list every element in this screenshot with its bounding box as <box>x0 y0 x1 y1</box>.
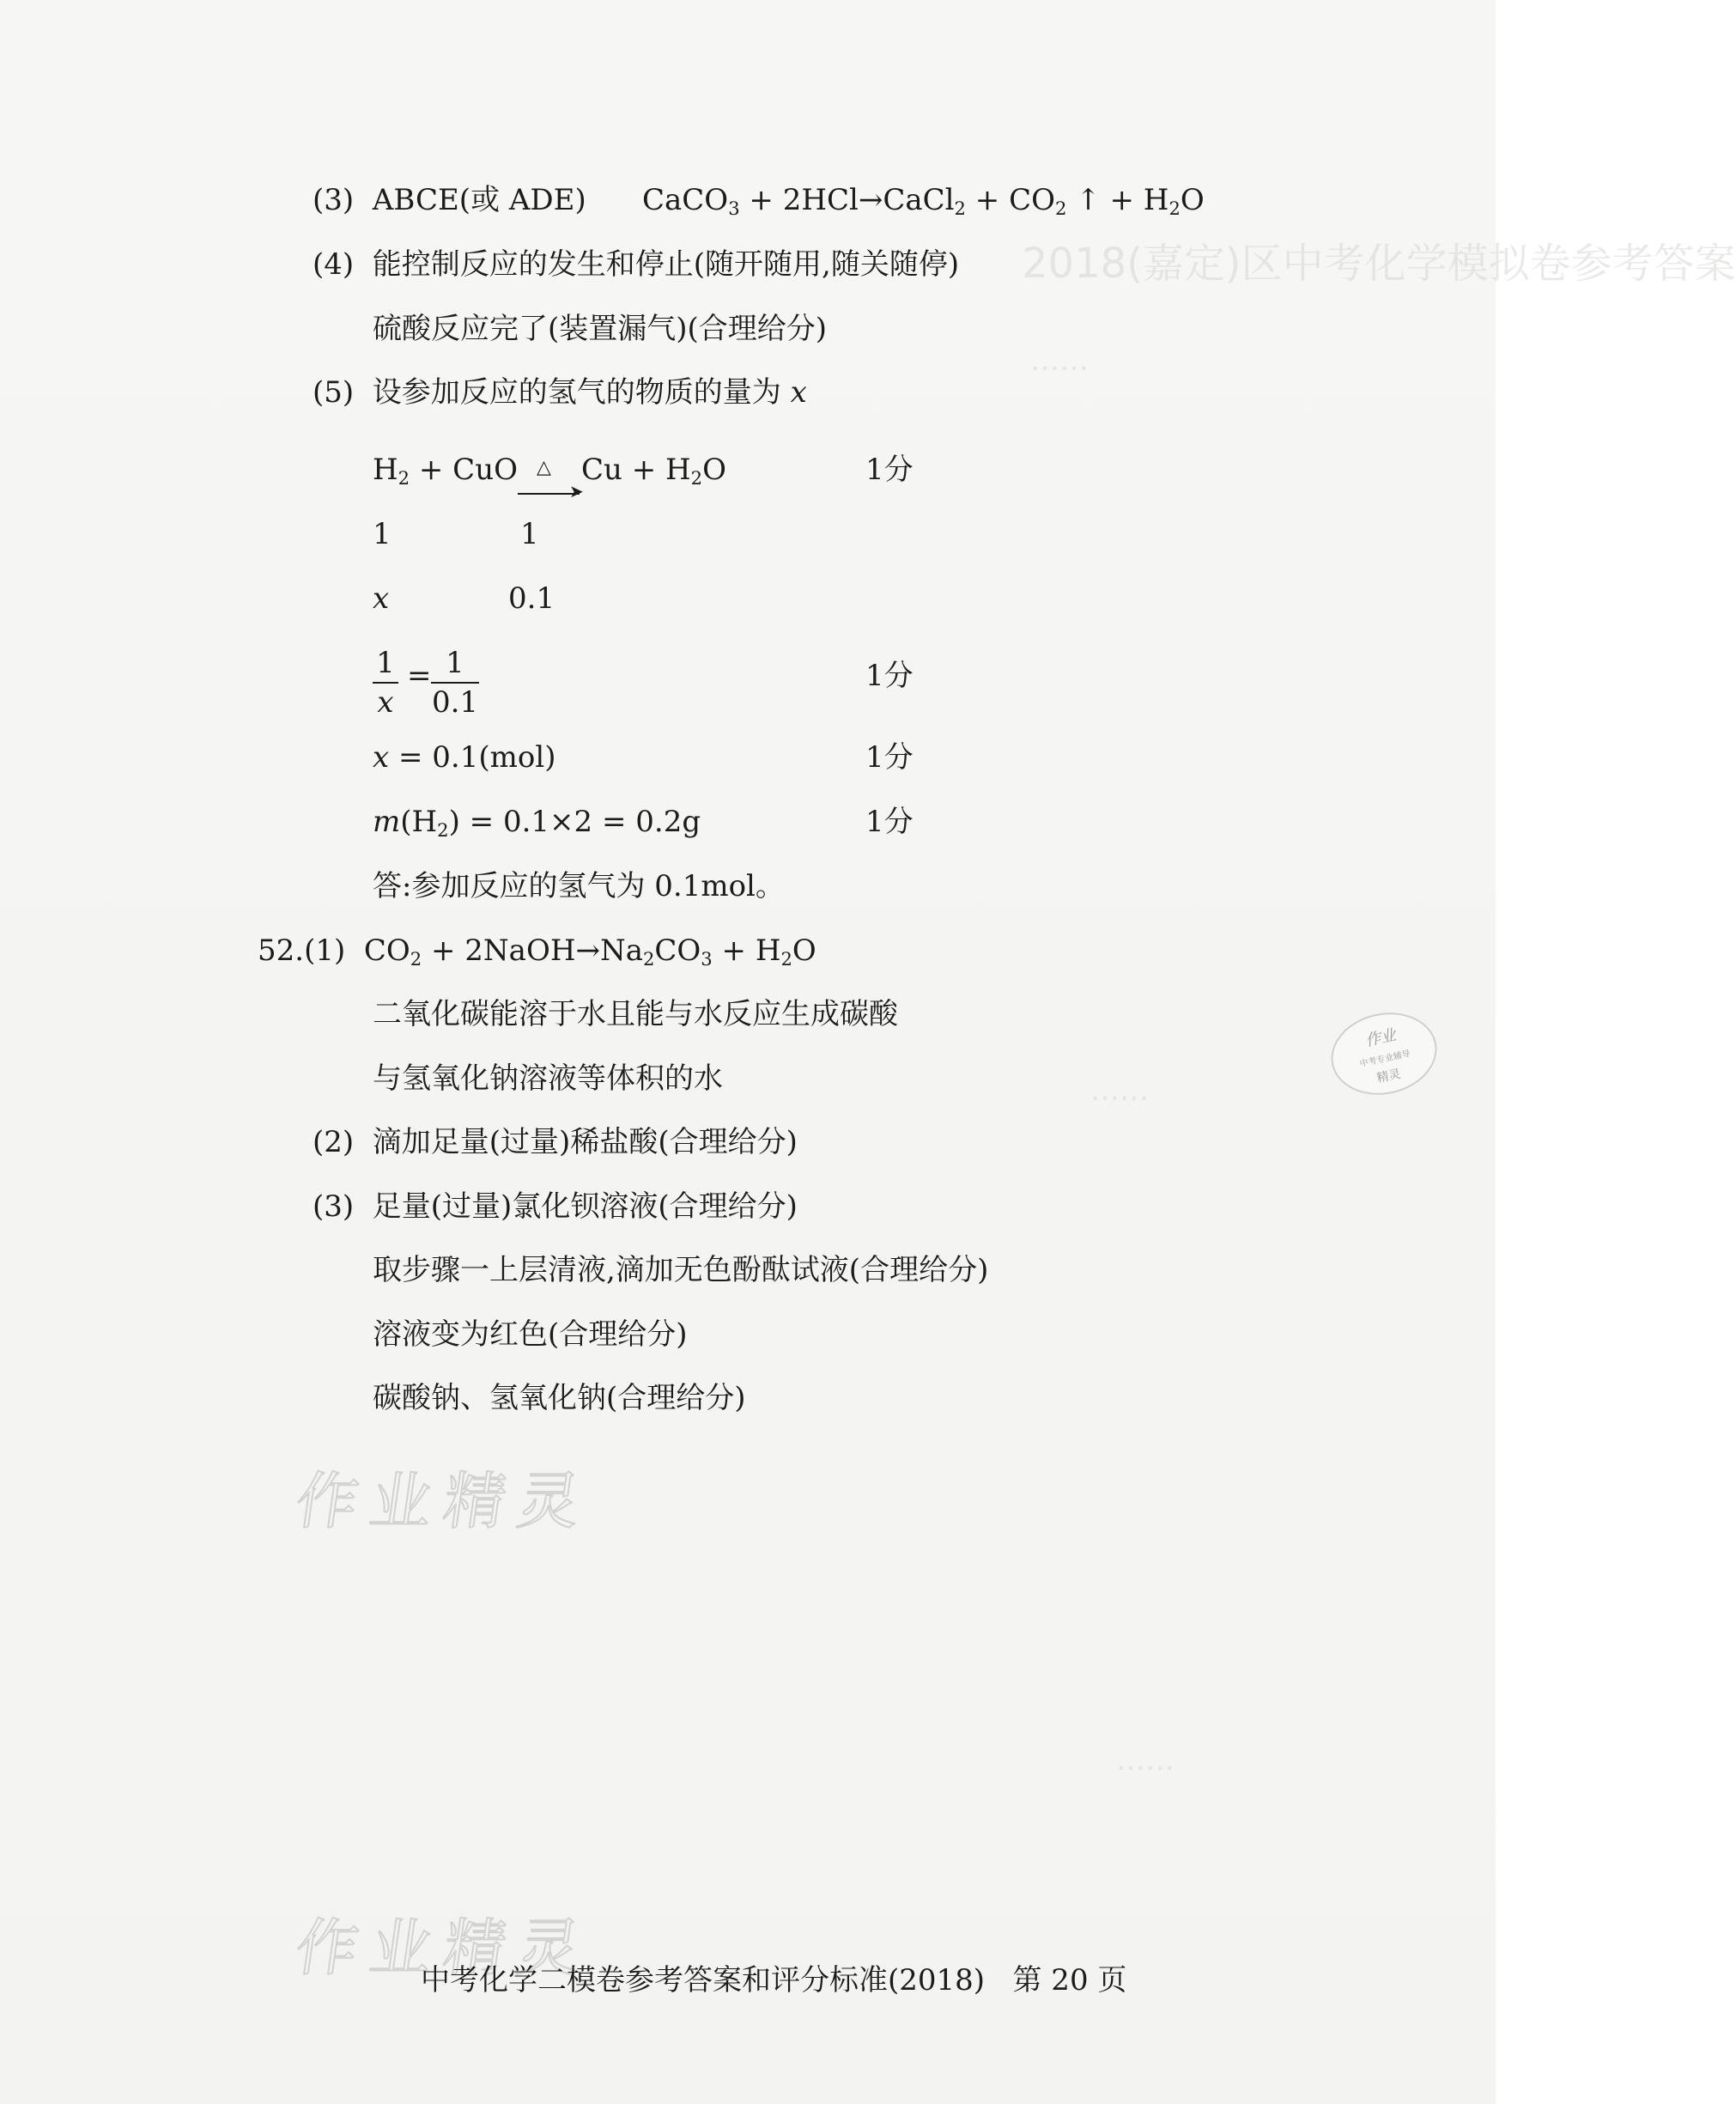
answer-line: 取步骤一上层清液,滴加无色酚酞试液(合理给分) <box>373 1253 989 1287</box>
item-label: (1) <box>304 933 346 968</box>
score-mark: 1分 <box>865 453 914 487</box>
bleed-through-text: …… <box>1030 344 1089 378</box>
stamp-seal: 作业 中考专业辅导 精灵 <box>1324 1003 1445 1104</box>
chemical-equation: $CO_2$ + $2NaOH\to Na_2CO_3 + H_2O$ <box>363 933 816 970</box>
answer-text: 滴加足量(过量)稀盐酸(合理给分) <box>372 1125 798 1159</box>
answer-line: 溶液变为红色(合理给分) <box>373 1317 688 1352</box>
answer-line: 与氢氧化钠溶液等体积的水 <box>373 1061 723 1096</box>
heat-symbol: △ <box>536 457 551 478</box>
answer-line: 碳酸钠、氢氧化钠(合理给分) <box>373 1381 746 1415</box>
question-number: 52. <box>258 933 305 968</box>
answer-line: 硫酸反应完了(装置漏气)(合理给分) <box>373 312 828 346</box>
answer-choice: ABCE(或 ADE) <box>372 183 586 217</box>
item-label: (3) <box>313 183 355 217</box>
chemical-equation: $H_2$ + CuO △ ➤ $Cu + H_2O$ <box>373 453 726 502</box>
chemical-equation: CaCO$_3$ + 2HCl→CaCl$_2$ + $CO_2$ ↑ + $H_2O$ <box>642 183 1205 219</box>
calc-line: x = 0.1(mol) <box>373 740 556 775</box>
bleed-through-text: …… <box>1090 1073 1149 1108</box>
item-label: (3) <box>313 1189 355 1224</box>
watermark: 作业精灵 <box>291 1465 598 1537</box>
fraction-right: 1 0.1 <box>431 646 479 720</box>
item-label: (5) <box>313 375 355 410</box>
answer-line-5: (5) 设参加反应的氢气的物质的量为 x <box>313 375 807 410</box>
answer-text: 足量(过量)氯化钡溶液(合理给分) <box>372 1189 798 1224</box>
answer-line-4 <box>313 247 960 282</box>
fraction-left: 1 x <box>373 646 398 720</box>
answer-line-3 <box>313 1189 798 1224</box>
page-number: 第 20 页 <box>1012 1963 1127 1998</box>
bleed-through-text: …… <box>1116 1743 1175 1778</box>
ratio-variable: x <box>373 581 390 616</box>
score-mark: 1分 <box>865 805 914 839</box>
calc-line: $m(H_2) = 0.1\times 2 = 0.2g$ <box>373 805 701 841</box>
ratio-value: 1 <box>520 517 539 551</box>
answer-line-2 <box>313 1125 798 1159</box>
watermark: 作业精灵 <box>291 1912 598 1984</box>
score-mark: 1分 <box>865 659 914 693</box>
bleed-through-text: 2018(嘉定)区中考化学模拟卷参考答案 <box>1022 240 1736 288</box>
answer-text: 设参加反应的氢气的物质的量为 <box>372 375 781 410</box>
answer-line-3 <box>313 185 586 215</box>
ratio-value: 0.1 <box>508 581 555 616</box>
question-52-line <box>258 933 816 970</box>
score-mark: 1分 <box>865 740 914 775</box>
answer-statement: 答:参加反应的氢气为 0.1mol。 <box>373 869 785 903</box>
answer-line: 二氧化碳能溶于水且能与水反应生成碳酸 <box>373 997 898 1031</box>
page-footer <box>421 1956 1126 1998</box>
answer-text: 能控制反应的发生和停止(随开随用,随关随停) <box>372 247 960 282</box>
item-label: (2) <box>313 1125 355 1159</box>
ratio-value: 1 <box>373 517 392 551</box>
footer-title: 中考化学二模卷参考答案和评分标准(2018) <box>421 1963 986 1998</box>
equals-sign: = <box>407 659 432 693</box>
item-label: (4) <box>313 247 355 282</box>
